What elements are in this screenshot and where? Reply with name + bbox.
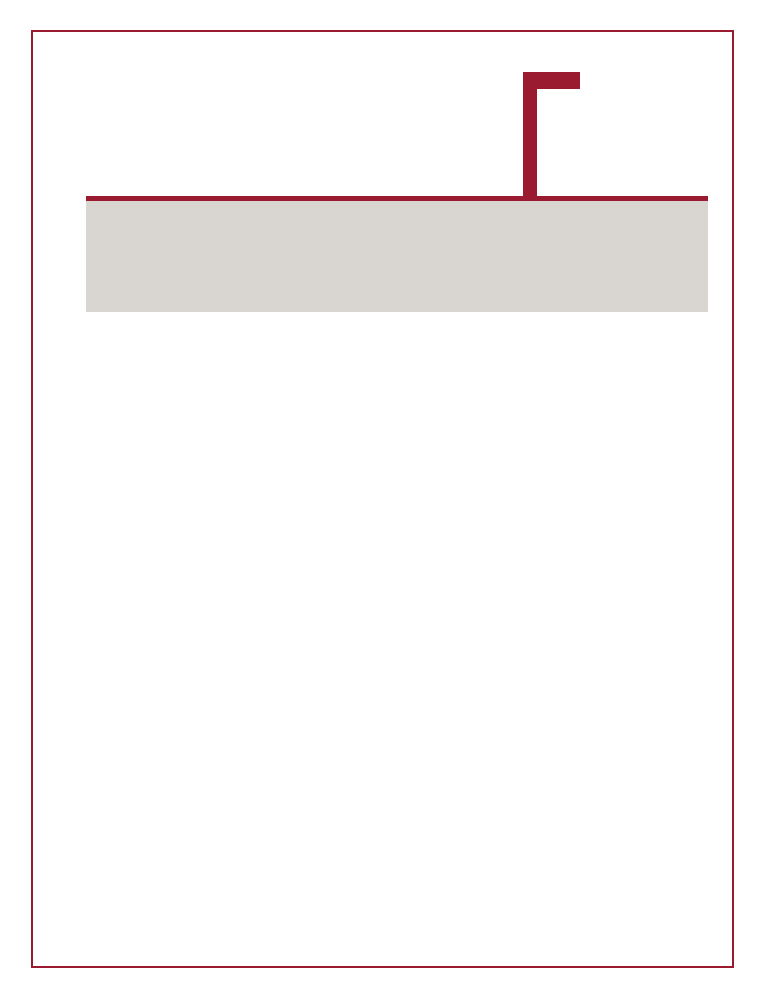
artists-band (86, 201, 708, 312)
decorative-red-bar (86, 196, 708, 201)
page-border (31, 30, 734, 968)
decorative-flag-stem (523, 72, 537, 196)
